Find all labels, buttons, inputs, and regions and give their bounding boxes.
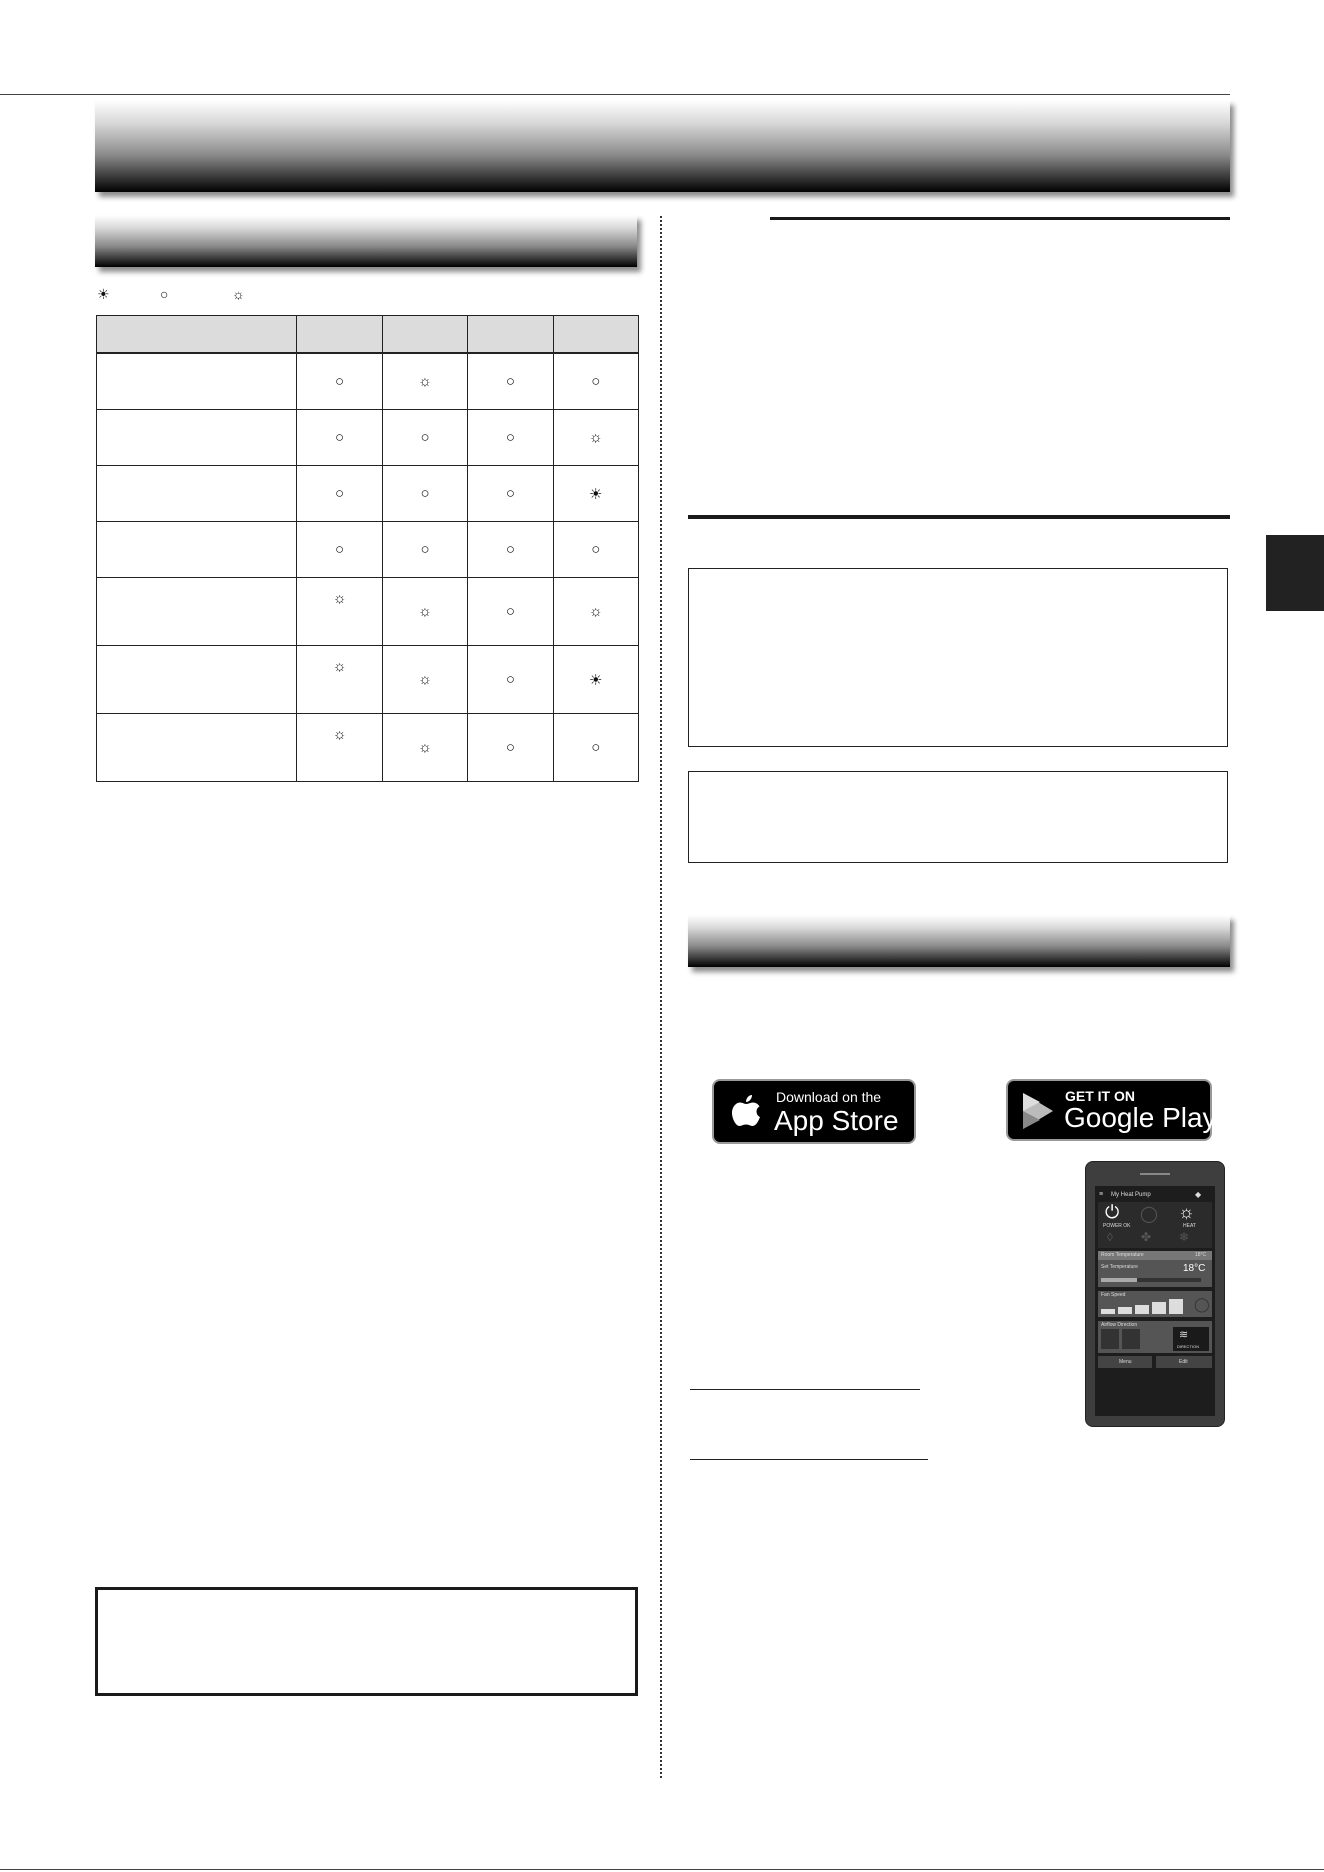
indicator-status-table <box>96 315 639 782</box>
app-store-big-text: App Store <box>774 1105 899 1136</box>
menu-button-label: Menu <box>1119 1359 1132 1365</box>
status-cell: ○ <box>297 522 382 578</box>
page-header-bar <box>95 100 1230 192</box>
status-cell: ○ <box>382 410 467 466</box>
play-triangle-icon <box>1020 1091 1056 1131</box>
heat-label: HEAT <box>1183 1223 1196 1229</box>
table-row <box>97 714 639 782</box>
status-cell: ☼ <box>382 646 467 714</box>
status-cell: ○ <box>468 466 553 522</box>
auto-mode-icon[interactable]: ◯ <box>1140 1206 1158 1223</box>
temp-slider-fill <box>1101 1278 1137 1282</box>
apple-logo-icon <box>730 1091 762 1131</box>
edit-button-label: Edit <box>1179 1359 1188 1365</box>
app-title: My Heat Pump <box>1111 1192 1151 1198</box>
row-label <box>97 410 297 466</box>
menu-icon: ≡ <box>1099 1191 1104 1198</box>
table-row <box>97 646 639 714</box>
status-cell: ☼ <box>297 714 382 782</box>
direction-label: DIRECTION <box>1177 1344 1199 1349</box>
status-cell: ☼ <box>553 410 638 466</box>
heat-sun-icon[interactable]: ☼ <box>1178 1202 1195 1222</box>
row-label <box>97 353 297 410</box>
status-cell: ○ <box>468 353 553 410</box>
row-label <box>97 466 297 522</box>
note-box-bottom-left <box>95 1587 638 1696</box>
row-label <box>97 522 297 578</box>
table-row <box>97 410 639 466</box>
airflow-option-2[interactable] <box>1122 1329 1140 1349</box>
top-rule <box>0 94 1230 95</box>
status-cell: ○ <box>468 410 553 466</box>
status-cell: ○ <box>553 522 638 578</box>
fan-speed-label: Fan Speed <box>1101 1292 1126 1298</box>
status-cell: ☼ <box>553 578 638 646</box>
app-store-badge[interactable] <box>712 1079 916 1144</box>
status-cell: ☀ <box>553 466 638 522</box>
row-label <box>97 578 297 646</box>
table-header-cell <box>97 316 297 354</box>
status-cell: ○ <box>468 646 553 714</box>
status-cell: ○ <box>297 353 382 410</box>
app-store-small-text: Download on the <box>776 1089 882 1105</box>
status-cell: ○ <box>553 353 638 410</box>
note-box-lower <box>688 771 1228 863</box>
google-play-big-text: Google Play <box>1064 1102 1217 1133</box>
lamp-off-icon: ○ <box>160 286 169 302</box>
column-divider <box>660 216 662 1778</box>
cool-snowflake-icon[interactable]: ❄ <box>1179 1230 1190 1244</box>
status-cell: ☼ <box>382 353 467 410</box>
bottom-rule <box>0 1869 1324 1870</box>
direction-fan-icon: ≋ <box>1179 1329 1189 1341</box>
lamp-blink-icon: ☼ <box>232 286 245 302</box>
row-label <box>97 714 297 782</box>
fan-speed-bars[interactable] <box>1101 1298 1189 1314</box>
table-header-cell <box>553 316 638 354</box>
app-screen <box>1095 1186 1215 1416</box>
left-section-header <box>95 215 637 267</box>
power-label: POWER OK <box>1103 1223 1131 1229</box>
status-cell: ○ <box>553 714 638 782</box>
right-section-rule <box>688 515 1230 519</box>
status-cell: ○ <box>468 522 553 578</box>
phone-speaker <box>1140 1173 1170 1175</box>
row-label <box>97 646 297 714</box>
table-header-cell <box>297 316 382 354</box>
status-cell: ○ <box>468 578 553 646</box>
airflow-label: Airflow Direction <box>1101 1322 1138 1328</box>
brand-logo-icon: ◆ <box>1195 1190 1202 1199</box>
fan-icon[interactable]: ✤ <box>1141 1230 1152 1244</box>
table-header-cell <box>382 316 467 354</box>
room-temp-label: Room Temperature <box>1101 1252 1144 1258</box>
status-cell: ☼ <box>297 646 382 714</box>
table-row <box>97 466 639 522</box>
chapter-tab <box>1266 535 1324 611</box>
status-cell: ☼ <box>382 714 467 782</box>
table-row <box>97 522 639 578</box>
airflow-option-1[interactable] <box>1101 1329 1119 1349</box>
status-cell: ○ <box>382 522 467 578</box>
status-cell: ○ <box>297 410 382 466</box>
status-cell: ○ <box>382 466 467 522</box>
link-underline-2 <box>690 1459 928 1460</box>
link-underline-1 <box>690 1389 920 1390</box>
status-cell: ☼ <box>382 578 467 646</box>
status-cell: ○ <box>468 714 553 782</box>
fan-auto-icon[interactable]: ◯ <box>1194 1296 1210 1312</box>
table-row <box>97 353 639 410</box>
status-cell: ☀ <box>553 646 638 714</box>
table-header-cell <box>468 316 553 354</box>
phone-mockup <box>1085 1161 1225 1427</box>
set-temp-value: 18°C <box>1183 1263 1206 1274</box>
table-row <box>97 578 639 646</box>
room-temp-value: 18°C <box>1195 1252 1207 1258</box>
power-icon[interactable]: ⏻ <box>1105 1202 1120 1222</box>
right-top-rule <box>770 217 1230 220</box>
google-play-badge[interactable] <box>1006 1079 1217 1141</box>
status-cell: ○ <box>297 466 382 522</box>
status-cell: ☼ <box>297 578 382 646</box>
lamp-on-icon: ☀ <box>97 286 110 302</box>
google-play-small-text: GET IT ON <box>1065 1088 1135 1104</box>
set-temp-label: Set Temperature <box>1101 1264 1138 1270</box>
note-box-upper <box>688 568 1228 747</box>
dry-drop-icon[interactable]: ◊ <box>1107 1230 1113 1244</box>
right-section-header <box>688 915 1230 967</box>
